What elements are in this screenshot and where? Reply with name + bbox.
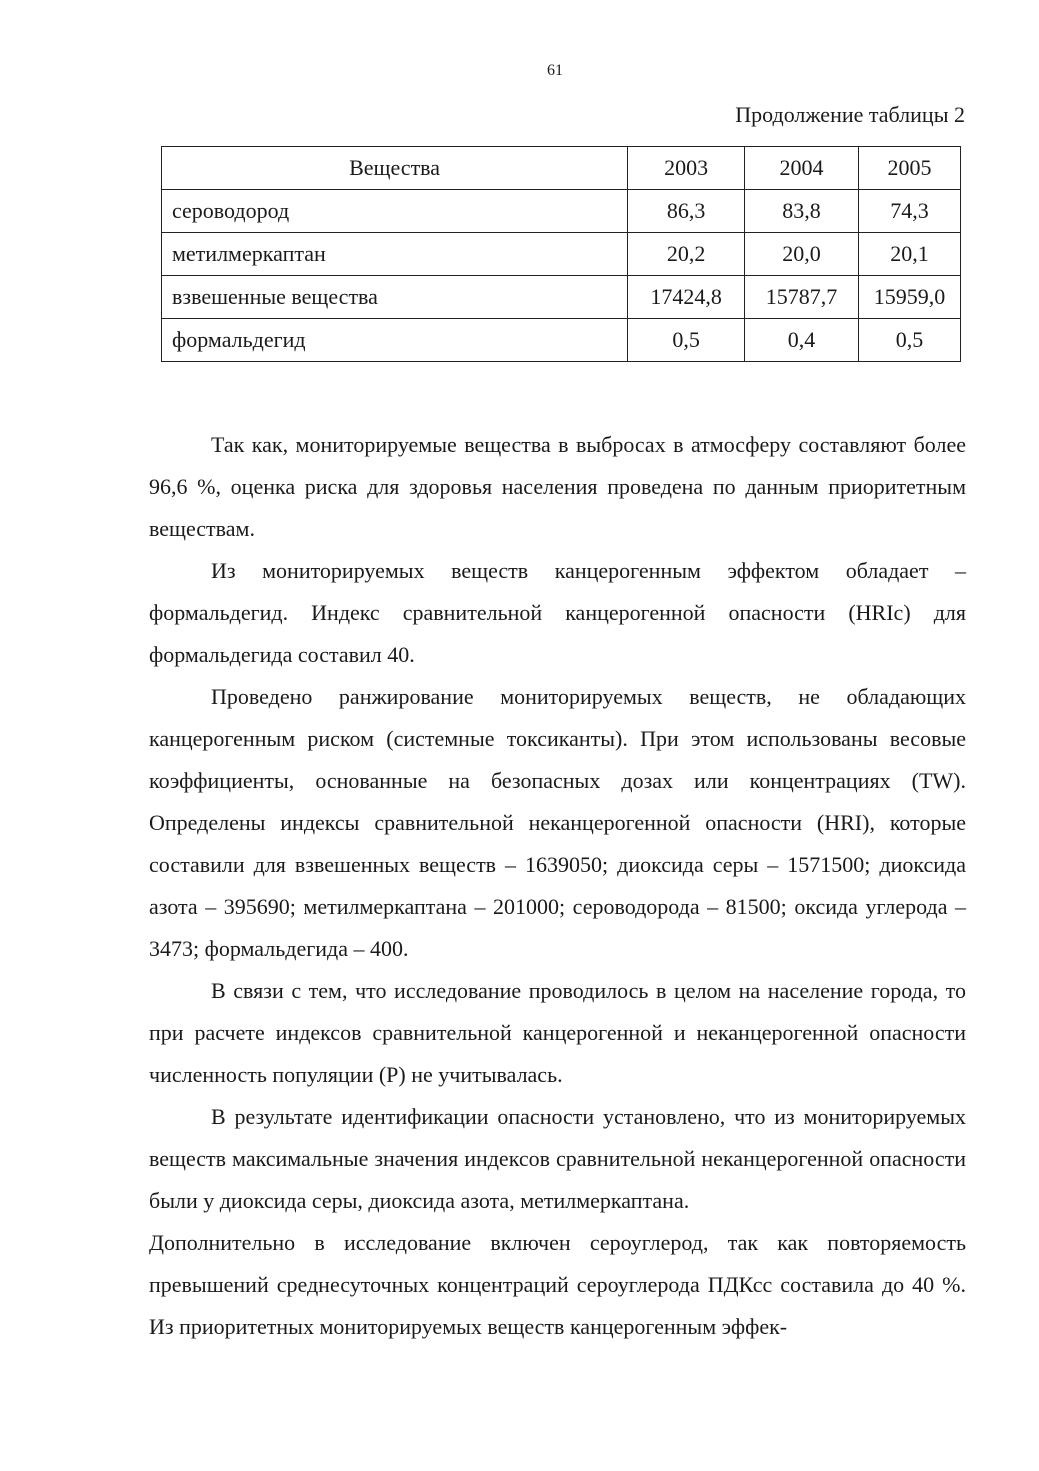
table-cell: 86,3 (628, 190, 745, 233)
substance-name: метилмеркаптан (162, 233, 628, 276)
paragraph: В связи с тем, что исследование проводилось в целом на население города, то при расчете индексов сравнительной канцерогенной и неканцерогенной опасности численность популяции (P) не учитывалась. (149, 978, 966, 1087)
paragraph: Дополнительно в исследование включен сероуглерод, так как повторяемость превышений среднесуточных концентраций сероуглерода ПДКсс составила до 40 %. Из приоритетных мониторируемых веществ канцерогенным эффек- (149, 1230, 966, 1339)
header-year: 2005 (859, 147, 961, 190)
substances-table (161, 146, 961, 362)
table-cell: 20,1 (859, 233, 961, 276)
table-caption: Продолжение таблицы 2 (735, 102, 965, 127)
table-cell: 17424,8 (628, 276, 745, 319)
table-row (162, 319, 961, 362)
table-cell: 83,8 (745, 190, 859, 233)
table-cell: 0,5 (628, 319, 745, 362)
substance-name: формальдегид (162, 319, 628, 362)
header-year: 2003 (628, 147, 745, 190)
table-cell: 20,0 (745, 233, 859, 276)
body-text (149, 424, 966, 1348)
table-header-row (162, 147, 961, 190)
header-substances: Вещества (162, 147, 628, 190)
table-cell: 20,2 (628, 233, 745, 276)
substance-name: сероводород (162, 190, 628, 233)
table-cell: 15787,7 (745, 276, 859, 319)
header-year: 2004 (745, 147, 859, 190)
paragraph: Из мониторируемых веществ канцерогенным эффектом обладает – формальдегид. Индекс сравнительной канцерогенной опасности (HRIc) для формальдегида составил 40. (149, 558, 966, 667)
table-cell: 0,5 (859, 319, 961, 362)
substance-name: взвешенные вещества (162, 276, 628, 319)
table-cell: 15959,0 (859, 276, 961, 319)
table-row (162, 190, 961, 233)
paragraph: Проведено ранжирование мониторируемых веществ, не обладающих канцерогенным риском (системные токсиканты). При этом использованы весовые коэффициенты, основанные на безопасных дозах или концентрациях (TW). Определены индексы сравнительной неканцерогенной опасности (HRI), которые составили для взвешенных веществ – 1639050; диоксида серы – 1571500; диоксида азота – 395690; метилмеркаптана – 201000; сероводорода – 81500; оксида углерода – 3473; формальдегида – 400. (149, 684, 966, 961)
table-row (162, 276, 961, 319)
paragraph: В результате идентификации опасности установлено, что из мониторируемых веществ максимальные значения индексов сравнительной неканцерогенной опасности были у диоксида серы, диоксида азота, метилмеркаптана. (149, 1104, 966, 1213)
table-row (162, 233, 961, 276)
table-cell: 0,4 (745, 319, 859, 362)
table-cell: 74,3 (859, 190, 961, 233)
page-number: 61 (547, 62, 563, 79)
paragraph: Так как, мониторируемые вещества в выбросах в атмосферу составляют более 96,6 %, оценка риска для здоровья населения проведена по данным приоритетным веществам. (149, 432, 966, 541)
